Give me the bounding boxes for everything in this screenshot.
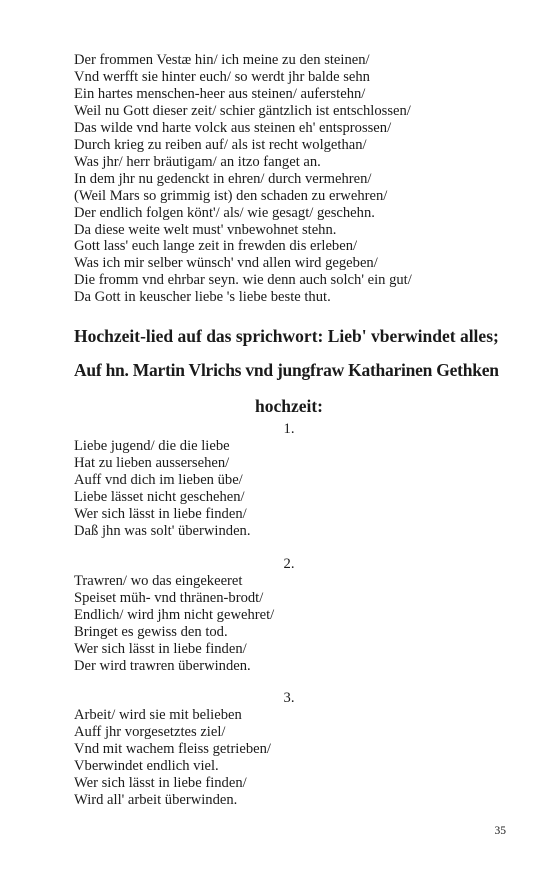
stanza-line: Der wird trawren überwinden. (74, 657, 251, 674)
poem-line: Der endlich folgen könt'/ als/ wie gesagt/ geschehn. (74, 204, 375, 221)
stanza-line: Endlich/ wird jhm nicht gewehret/ (74, 606, 275, 623)
stanza-line: Auff jhr vorgesetztes ziel/ (74, 723, 226, 740)
poem-line: Was jhr/ herr bräutigam/ an itzo fanget an. (74, 153, 321, 170)
poem-line: Was ich mir selber wünsch' vnd allen wird gegeben/ (74, 255, 378, 272)
stanza-line: Hat zu lieben aussersehen/ (74, 454, 230, 471)
stanza-line: Liebe lässet nicht geschehen/ (74, 488, 245, 505)
section-heading-line-2: Auf hn. Martin Vlrichs vnd jungfraw Katharinen Gethken (74, 360, 499, 380)
poem-line: Die fromm vnd ehrbar seyn. wie denn auch solch' ein gut/ (74, 272, 412, 289)
poem-line: In dem jhr nu gedenckt in ehren/ durch vermehren/ (74, 170, 372, 187)
stanza-number: 1. (283, 421, 295, 437)
poem-line: Durch krieg zu reiben auf/ als ist recht wolgethan/ (74, 136, 367, 153)
stanza-line: Bringet es gewiss den tod. (74, 623, 228, 640)
stanza-line: Wer sich lässt in liebe finden/ (74, 774, 247, 791)
poem-line: Da Gott in keuscher liebe 's liebe beste thut. (74, 289, 331, 306)
poem-line: Gott lass' euch lange zeit in frewden dis erleben/ (74, 238, 358, 255)
stanza-line: Auff vnd dich im lieben übe/ (74, 471, 243, 488)
stanza-line: Speiset müh- vnd thränen-brodt/ (74, 589, 264, 606)
stanza-line: Vberwindet endlich viel. (74, 757, 219, 774)
poem-line: Ein hartes menschen-heer aus steinen/ auferstehn/ (74, 85, 366, 102)
section-heading-line-1: Hochzeit-lied auf das sprichwort: Lieb' vberwindet alles; (74, 326, 499, 346)
page-number: 35 (494, 825, 506, 837)
poem-line: Der frommen Vestæ hin/ ich meine zu den steinen/ (74, 52, 370, 68)
poem-line: Vnd werfft sie hinter euch/ so werdt jhr balde sehn (74, 68, 370, 85)
poem-line: (Weil Mars so grimmig ist) den schaden zu erwehren/ (74, 187, 388, 204)
poem-line: Weil nu Gott dieser zeit/ schier gäntzlich ist entschlossen/ (74, 102, 411, 119)
stanza-line: Wer sich lässt in liebe finden/ (74, 505, 247, 522)
section-heading-line-3: hochzeit: (254, 396, 324, 416)
stanza (74, 438, 514, 540)
stanza-number: 2. (283, 556, 295, 572)
intro-poem (74, 52, 514, 306)
stanza-line: Liebe jugend/ die die liebe (74, 438, 230, 454)
poem-line: Da diese weite welt must' vnbewohnet stehn. (74, 221, 337, 238)
stanza-line: Trawren/ wo das eingekeeret (74, 573, 243, 589)
stanza-line: Vnd mit wachem fleiss getrieben/ (74, 740, 271, 757)
stanza-line: Daß jhn was solt' überwinden. (74, 522, 251, 539)
poem-line: Das wilde vnd harte volck aus steinen eh' entsprossen/ (74, 119, 392, 136)
stanza (74, 707, 514, 809)
stanza-number: 3. (283, 690, 295, 706)
stanza-line: Wird all' arbeit überwinden. (74, 791, 238, 808)
stanza-line: Arbeit/ wird sie mit belieben (74, 707, 242, 723)
stanza-line: Wer sich lässt in liebe finden/ (74, 640, 247, 657)
stanza (74, 573, 514, 675)
